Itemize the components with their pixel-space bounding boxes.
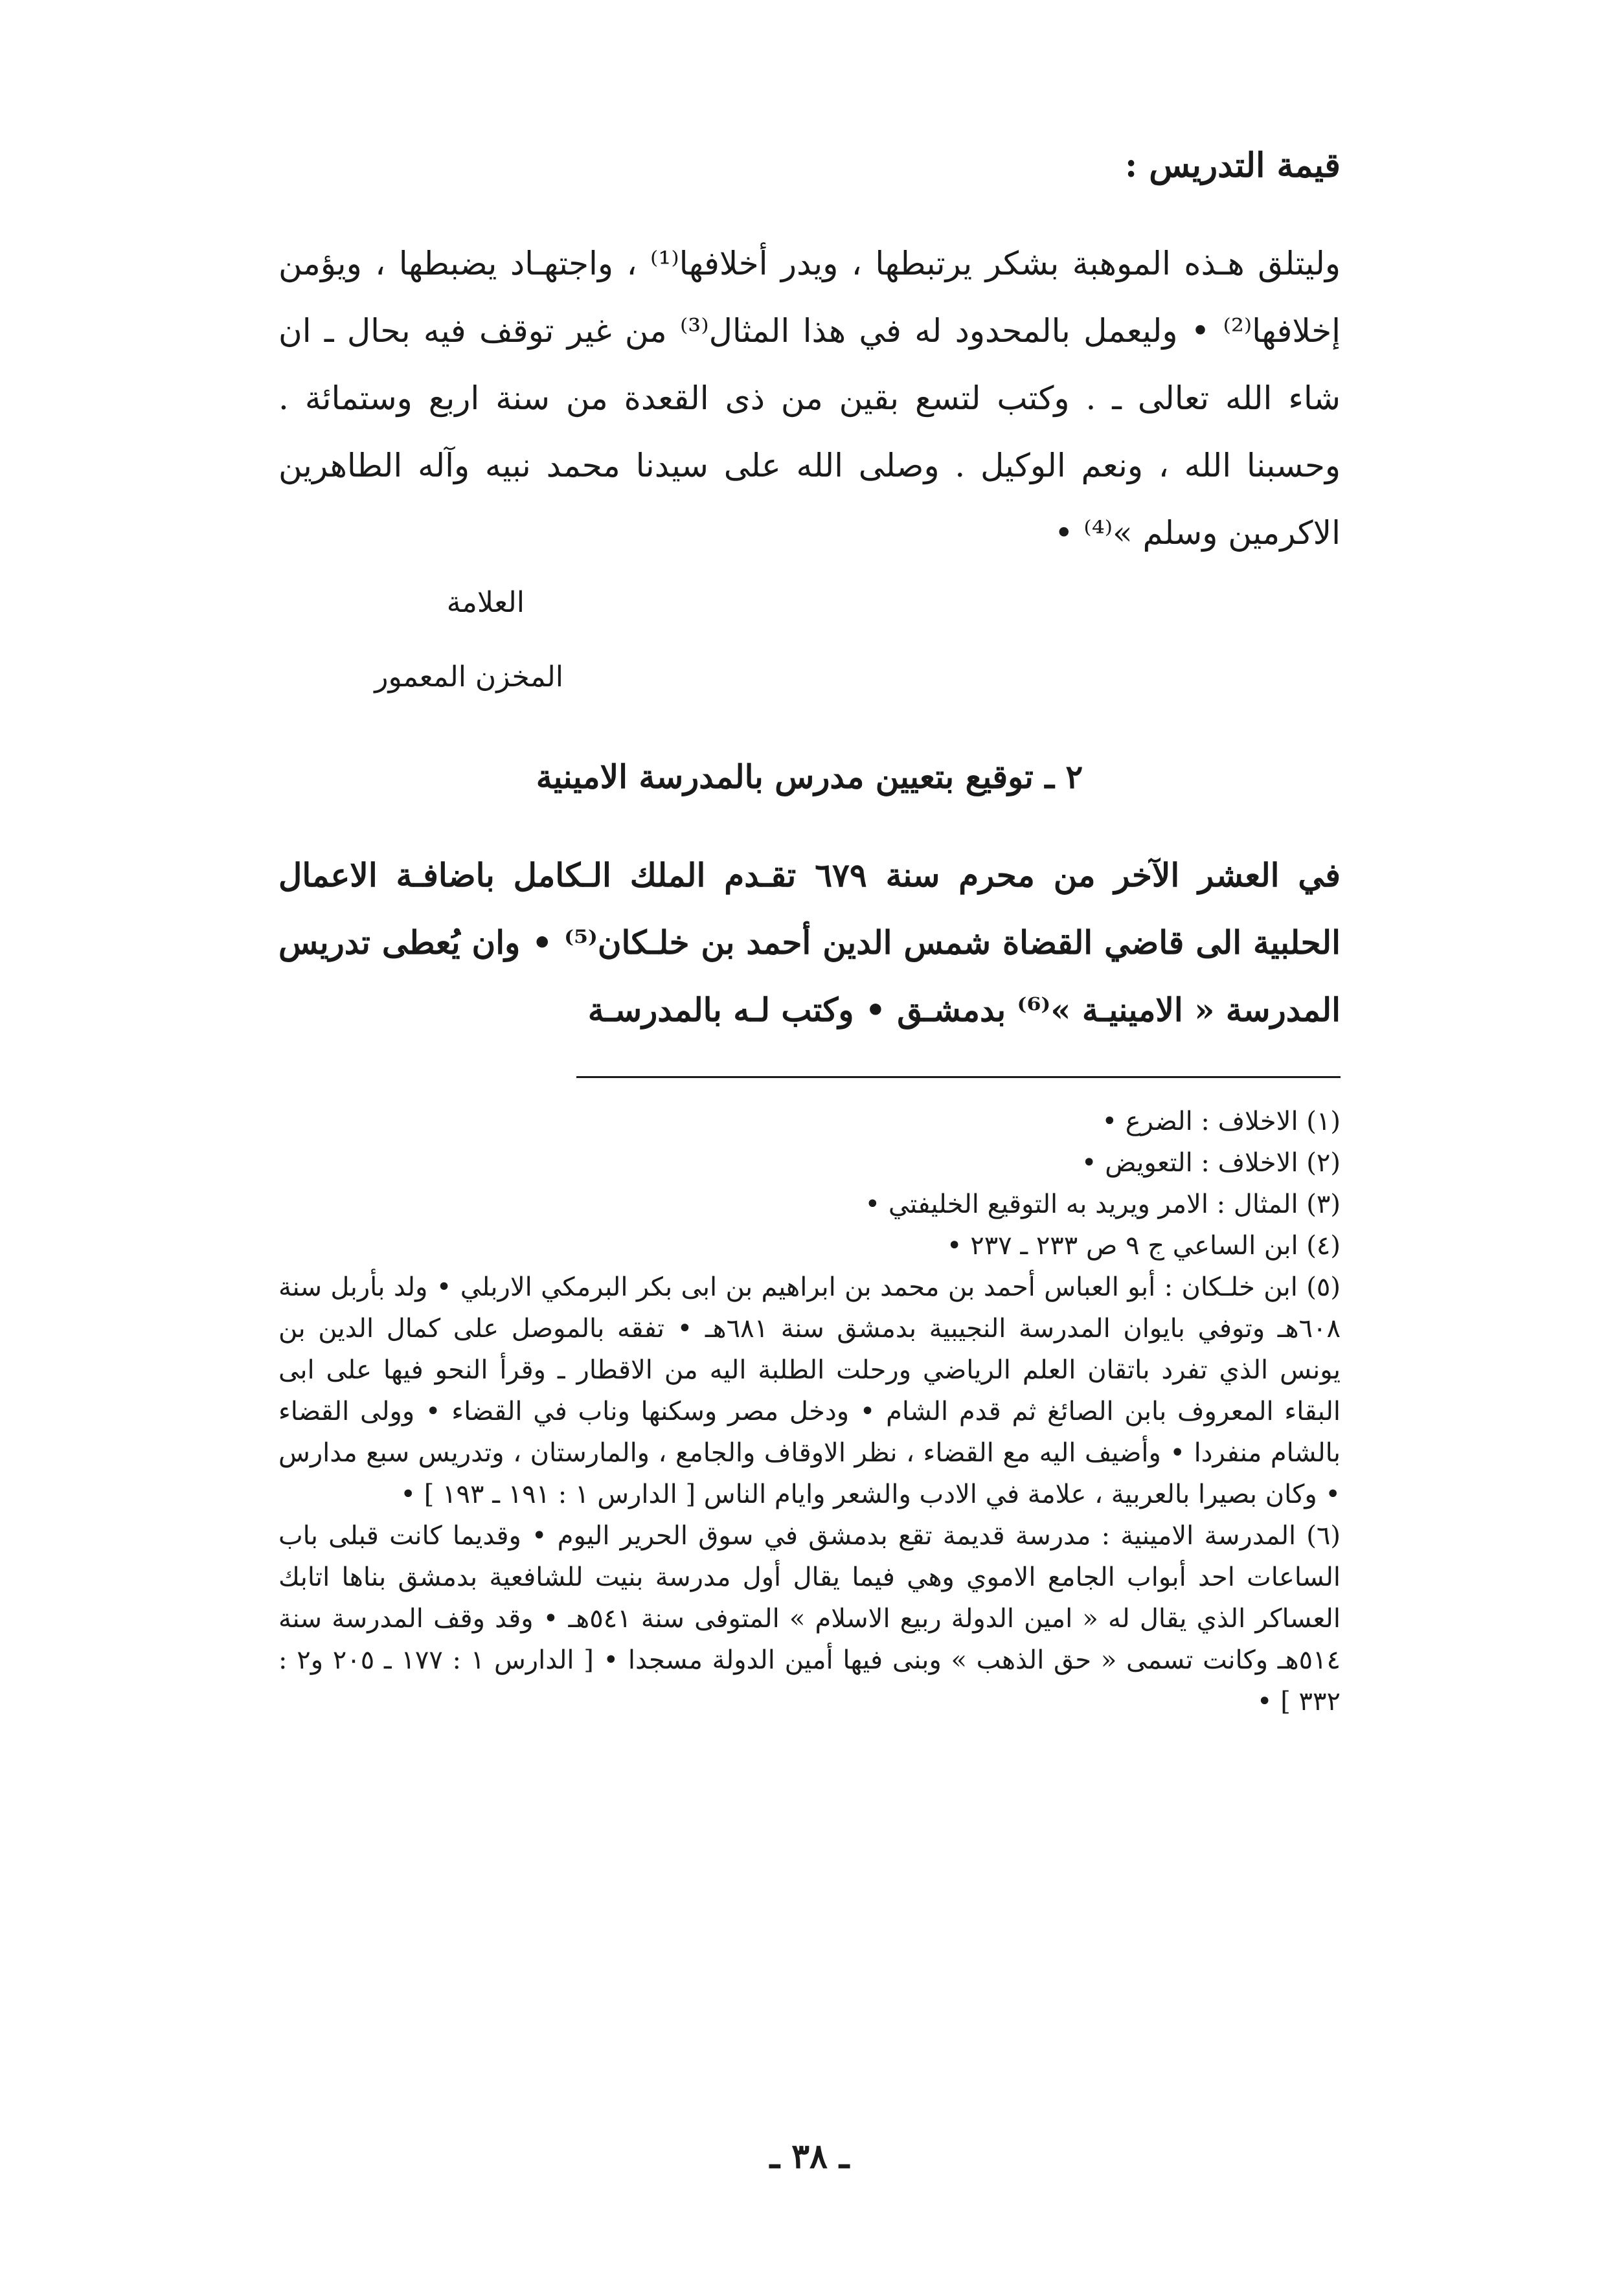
signature-line-1: العلامة	[446, 586, 525, 619]
footnote-divider	[576, 1076, 1341, 1078]
subheading: ٢ ـ توقيع بتعيين مدرس بالمدرسة الامينية	[536, 758, 1083, 796]
footnote-5: (٥) ابن خلـكان : أبو العباس أحمد بن محمد بن ابراهيم بن ابى بكر البرمكي الاربلي • ولد بأربل سنة ٦٠٨هـ وتوفي بايوان المدرسة النجيبية بدمشق سنة ٦٨١هـ • تفقه بالموصل على كمال الدين بن يونس الذي تفرد باتقان العلم الرياضي ورحلت الطلبة اليه من الاقطار ـ وقرأ النحو فيها على ابى البقاء المعروف بابن الصائغ ثم قدم الشام • ودخل مصر وسكنها وناب في القضاء • وولى القضاء بالشام منفردا • وأضيف اليه مع القضاء ، نظر الاوقاف والجامع ، والمارستان ، وتدريس سبع مدارس • وكان بصيرا بالعربية ، علامة في الادب والشعر وايام الناس [ الدارس ١ : ١٩١ ـ ١٩٣ ] •	[278, 1272, 1341, 1509]
paragraph-1: وليتلق هـذه الموهبة بشكر يرتبطها ، ويدر أخلافها⁽¹⁾ ، واجتهـاد يضبطها ، ويؤمن إخلافها⁽²⁾ • وليعمل بالمحدود له في هذا المثال⁽³⁾ من غير توقف فيه بحال ـ ان شاء الله تعالى ـ . وكتب لتسع بقين من ذى القعدة من سنة اربع وستمائة . وحسبنا الله ، ونعم الوكيل . وصلى الله على سيدنا محمد نبيه وآله الطاهرين الاكرمين وسلم »⁽⁴⁾ •	[278, 245, 1341, 552]
footnotes-list	[278, 1101, 1341, 1722]
footnote-4: (٤) ابن الساعي ج ٩ ص ٢٣٣ ـ ٢٣٧ •	[946, 1231, 1341, 1261]
paragraph-2: في العشر الآخر من محرم سنة ٦٧٩ تقـدم الملك الـكامل باضافـة الاعمال الحلبية الى قاضي القضاة شمس الدين أحمد بن خلـكان⁽⁵⁾ • وان يُعطى تدريس المدرسة « الامينيـة »⁽⁶⁾ بدمشـق • وكتب لـه بالمدرسـة	[278, 856, 1341, 1029]
section-heading: قيمة التدريس :	[1124, 146, 1341, 185]
footnote-3: (٣) المثال : الامر ويريد به التوقيع الخليفتي •	[865, 1189, 1341, 1219]
signature-line-2: المخزن المعمور	[374, 660, 563, 693]
page-number: ـ ٣٨ ـ	[769, 2137, 850, 2176]
footnote-6: (٦) المدرسة الامينية : مدرسة قديمة تقع بدمشق في سوق الحرير اليوم • وقديما كانت قبلى باب الساعات احد أبواب الجامع الاموي وهي فيما يقال أول مدرسة بنيت للشافعية بدمشق بناها اتابك العساكر الذي يقال له « امين الدولة ربيع الاسلام » المتوفى سنة ٥٤١هـ • وقد وقف المدرسة سنة ٥١٤هـ وكانت تسمى « حق الذهب » وبنى فيها أمين الدولة مسجدا • [ الدارس ١ : ١٧٧ ـ ٢٠٥ و٢ : ٣٣٢ ] •	[278, 1521, 1341, 1716]
footnote-2: (٢) الاخلاف : التعويض •	[1081, 1148, 1341, 1178]
footnote-1: (١) الاخلاف : الضرع •	[1102, 1107, 1341, 1136]
